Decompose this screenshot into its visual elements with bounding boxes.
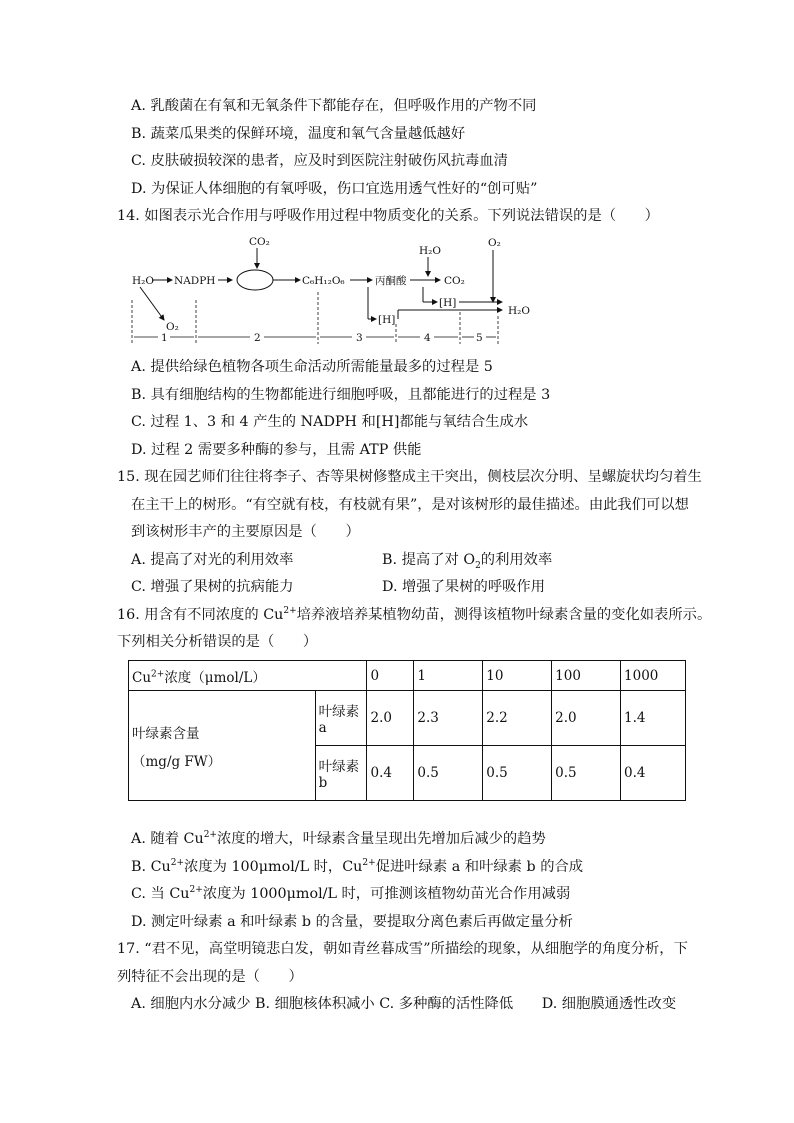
label-pyruvate: 丙酮酸 <box>375 275 407 287</box>
table-cell: 1.4 <box>621 691 686 746</box>
table-cell: 2.0 <box>367 691 414 746</box>
q16-option-b: B. $Cu^{2+}$浓度为 100μmol/L 时，$Cu^{2+}$促进叶绿素 a 和叶绿素 b 的合成 <box>131 858 584 875</box>
table-sub-chlorophyll-a: 叶绿素 a <box>315 691 367 746</box>
table-cell: 2.3 <box>414 691 483 746</box>
stage-5: 5 <box>476 332 483 344</box>
table-cell: 0.4 <box>621 746 686 801</box>
table-conc-1: 1 <box>414 661 483 691</box>
q16-option-a: A. 随着 $Cu^{2+}$浓度的增大，叶绿素含量呈现出先增加后减少的趋势 <box>131 830 546 847</box>
table-cell: 0.5 <box>483 746 552 801</box>
q15-option-d: D. 增强了果树的呼吸作用 <box>382 579 546 595</box>
q14-option-b: B. 具有细胞结构的生物都能进行细胞呼吸，且都能进行的过程是 3 <box>131 387 551 403</box>
label-h2o-right: H₂O <box>508 305 530 317</box>
label-h-mid: [H] <box>439 297 457 309</box>
q14-option-c: C. 过程 1、3 和 4 产生的 NADPH 和[H]都能与氧结合生成水 <box>131 414 529 430</box>
calvin-cycle-ellipse <box>237 270 273 290</box>
table-cell: 0.5 <box>414 746 483 801</box>
q15-option-c: C. 增强了果树的抗病能力 <box>131 579 294 595</box>
label-h2o-left: H₂O <box>132 275 154 287</box>
q15-option-b: B. 提高了对 $O_2$的利用效率 <box>382 552 553 571</box>
q15-option-a: A. 提高了对光的利用效率 <box>131 552 294 568</box>
q15-options-row2 <box>131 577 546 597</box>
q17-stem-line2: 列特征不会出现的是（ ） <box>117 969 303 985</box>
table-cell: 2.0 <box>552 691 621 746</box>
stage-4: 4 <box>424 332 431 344</box>
table-conc-0: 0 <box>367 661 414 691</box>
q17-options: A. 细胞内水分减少 B. 细胞核体积减小 C. 多种酶的活性降低 D. 细胞膜通透性改变 <box>131 996 677 1012</box>
q14-option-a: A. 提供给绿色植物各项生命活动所需能量最多的过程是 5 <box>131 359 493 375</box>
q15-stem-line1: 15. 现在园艺师们往往将李子、杏等果树修整成主干突出，侧枝层次分明、呈螺旋状均匀着生 <box>117 469 702 485</box>
q15-options-row1 <box>131 550 553 571</box>
q16-option-c: C. 当 $Cu^{2+}$浓度为 1000μmol/L 时，可推测该植物幼苗光合作用减弱 <box>131 885 571 902</box>
stage-3: 3 <box>356 332 363 344</box>
table-conc-1000: 1000 <box>621 661 686 691</box>
q16-stem-line2: 下列相关分析错误的是（ ） <box>117 634 318 650</box>
table-cell: 0.4 <box>367 746 414 801</box>
label-co2-right: CO₂ <box>444 275 465 287</box>
q15-stem-line2: 在主干上的树形。“有空就有枝，有枝就有果”，是对该树形的最佳描述。由此我们可以想 <box>131 497 689 513</box>
q16-option-d: D. 测定叶绿素 a 和叶绿素 b 的含量，要提取分离色素后再做定量分析 <box>131 914 573 930</box>
q16-stem-line1: 16. 用含有不同浓度的 $Cu^{2+}$培养液培养某植物幼苗，测得该植物叶绿素含量的变化如表所示。 <box>117 606 712 623</box>
label-o2-top: O₂ <box>488 237 501 249</box>
label-co2-top: CO₂ <box>249 236 270 248</box>
label-o2-bottom: O₂ <box>166 321 179 333</box>
q13-option-b: B. 蔬菜瓜果类的保鲜环境，温度和氧气含量越低越好 <box>131 126 466 142</box>
q13-option-d: D. 为保证人体细胞的有氧呼吸，伤口宜选用透气性好的“创可贴” <box>131 181 538 197</box>
table-row-label: 叶绿素含量 （mg/g FW） <box>129 691 316 801</box>
table-cell: 2.2 <box>483 691 552 746</box>
table-conc-100: 100 <box>552 661 621 691</box>
table-sub-chlorophyll-b: 叶绿素 b <box>315 746 367 801</box>
q13-option-a: A. 乳酸菌在有氧和无氧条件下都能存在，但呼吸作用的产物不同 <box>131 98 537 114</box>
label-h2o-top: H₂O <box>419 245 441 257</box>
q14-process-diagram <box>128 232 538 350</box>
table-cell: 0.5 <box>552 746 621 801</box>
label-h-low: [H] <box>378 314 396 326</box>
q15-stem-line3: 到该树形丰产的主要原因是（ ） <box>131 524 360 540</box>
label-nadph: NADPH <box>174 275 216 287</box>
q17-stem-line1: 17. “君不见，高堂明镜悲白发，朝如青丝暮成雪”所描绘的现象，从细胞学的角度分析，下 <box>117 941 688 957</box>
table-header-concentration: $Cu^{2+}$浓度（μmol/L） <box>129 661 367 691</box>
cu-chlorophyll-table <box>128 660 686 801</box>
q14-stem: 14. 如图表示光合作用与呼吸作用过程中物质变化的关系。下列说法错误的是（ ） <box>117 208 659 224</box>
q13-option-c: C. 皮肤破损较深的患者，应及时到医院注射破伤风抗毒血清 <box>131 153 508 169</box>
label-glucose: C₆H₁₂O₆ <box>302 275 345 287</box>
table-conc-10: 10 <box>483 661 552 691</box>
stage-1: 1 <box>161 332 168 344</box>
stage-2: 2 <box>254 332 261 344</box>
q14-option-d: D. 过程 2 需要多种酶的参与，且需 ATP 供能 <box>131 442 422 458</box>
